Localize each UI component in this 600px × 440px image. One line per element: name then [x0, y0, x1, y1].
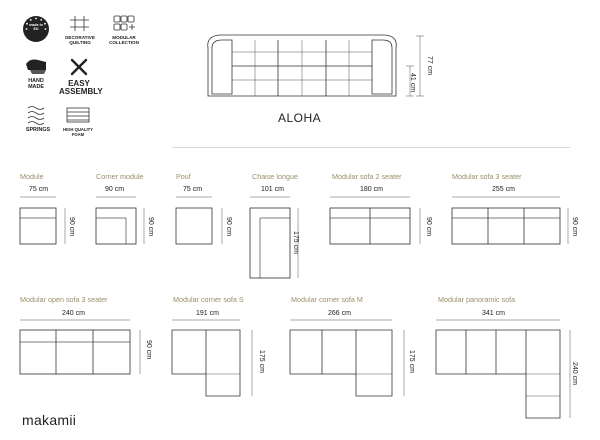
module-width: 75 cm: [29, 186, 49, 193]
module-width: 180 cm: [360, 186, 383, 193]
sofa-3-seater-drawing: [452, 208, 560, 244]
module-depth: 175 cm: [408, 350, 415, 373]
product-title: ALOHA: [278, 111, 322, 125]
module-width: 75 cm: [183, 186, 203, 193]
brand-logo: makamii: [22, 412, 77, 428]
module-name: Modular panoramic sofa: [438, 295, 516, 304]
product-height-label: 77 cm: [426, 56, 433, 76]
module-width: 266 cm: [328, 310, 351, 317]
module-name: Corner module: [96, 172, 144, 181]
module-depth: 90 cm: [425, 217, 432, 237]
module-width: 90 cm: [105, 186, 125, 193]
module-name: Modular sofa 2 seater: [332, 172, 402, 181]
module-depth: 240 cm: [571, 362, 578, 385]
module-width: 341 cm: [482, 310, 505, 317]
feature-label: EASY ASSEMBLY: [59, 79, 103, 96]
product-seat-height-label: 41 cm: [409, 73, 416, 93]
feature-label: SPRINGS: [25, 127, 51, 133]
module-depth: 90 cm: [147, 217, 154, 237]
corner-sofa-s-drawing: [172, 330, 240, 396]
pouf-drawing: [176, 208, 212, 244]
module-depth: 90 cm: [68, 217, 75, 237]
module-depth: 175 cm: [258, 350, 265, 373]
module-name: Modular corner sofa M: [291, 295, 363, 304]
module-width: 240 cm: [62, 310, 85, 317]
module-name: Module: [20, 172, 44, 181]
panoramic-sofa-drawing: [436, 330, 560, 418]
module-width: 255 cm: [492, 186, 515, 193]
module-depth: 90 cm: [145, 340, 152, 360]
sofa-2-seater-drawing: [330, 208, 410, 244]
module-name: Pouf: [176, 172, 191, 181]
module-width: 191 cm: [196, 310, 219, 317]
module-depth: 90 cm: [225, 217, 232, 237]
feature-label: HAND MADE: [28, 78, 44, 90]
open-sofa-3-seater-drawing: [20, 330, 130, 374]
corner-sofa-m-drawing: [290, 330, 392, 396]
feature-label: HIGH QUALITY FOAM: [62, 127, 93, 138]
module-depth: 90 cm: [571, 217, 578, 237]
module-name: Modular corner sofa S: [173, 295, 244, 304]
module-width: 101 cm: [261, 186, 284, 193]
feature-label: DECORATIVE QUILTING: [65, 35, 95, 46]
chaise-longue-drawing: [250, 208, 290, 278]
module-depth: 175 cm: [292, 231, 299, 254]
feature-label: MODULAR COLLECTION: [109, 35, 139, 46]
corner-module-drawing: [96, 208, 136, 244]
module-name: Modular sofa 3 seater: [452, 172, 522, 181]
module-name: Modular open sofa 3 seater: [20, 295, 108, 304]
module-name: Chaise longue: [252, 172, 298, 181]
feature-label: made in EU: [29, 23, 43, 31]
module-drawing: [20, 208, 56, 244]
